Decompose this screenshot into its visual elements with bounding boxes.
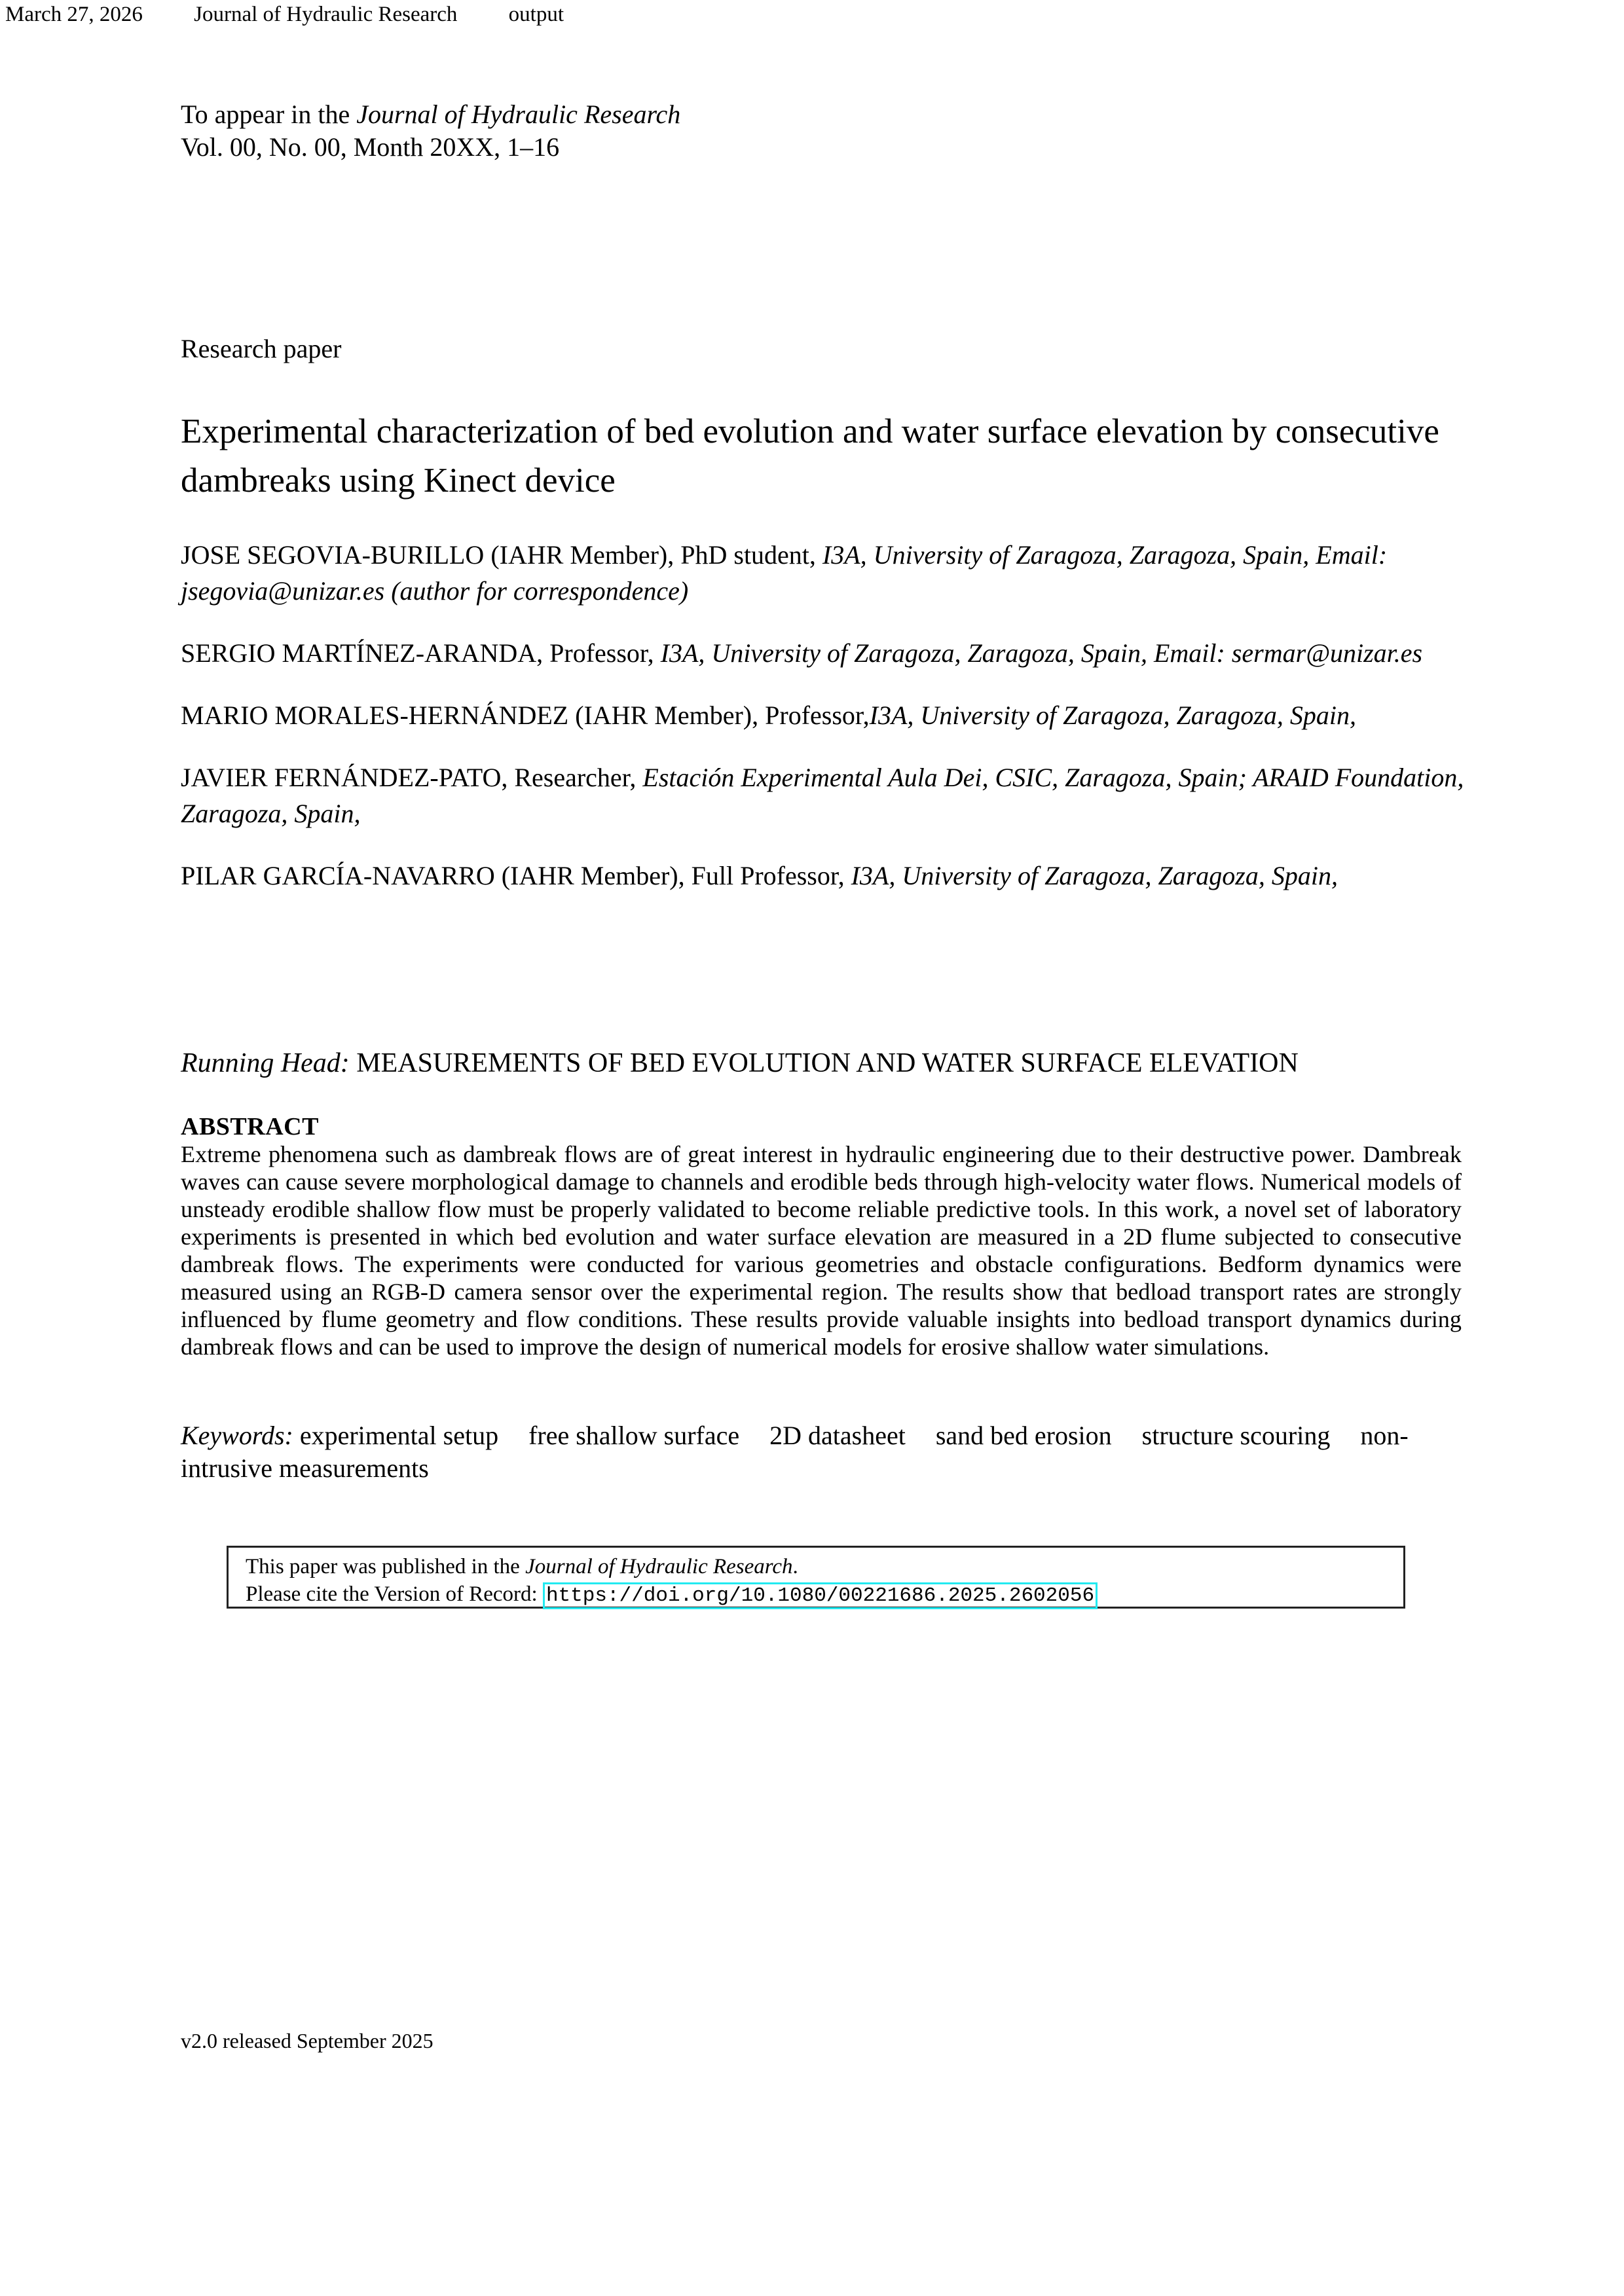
volume-line: Vol. 00, No. 00, Month 20XX, 1–16: [181, 132, 560, 162]
author-entry: [181, 635, 1464, 671]
header-date: March 27, 2026: [5, 3, 143, 26]
author-affiliation: I3A, University of Zaragoza, Zaragoza, Spain,: [869, 701, 1356, 730]
keyword: sand bed erosion: [935, 1421, 1112, 1450]
page-header: [5, 1, 610, 27]
abstract-heading: ABSTRACT: [181, 1113, 319, 1140]
notice-prefix: This paper was published in the: [246, 1555, 526, 1578]
author-name-role: SERGIO MARTÍNEZ-ARANDA, Professor,: [181, 638, 661, 668]
author-affiliation: I3A, University of Zaragoza, Zaragoza, Spain,: [851, 861, 1338, 890]
paper-title: Experimental characterization of bed evolution and water surface elevation by consecutive dambreaks using Kinect device: [181, 412, 1439, 500]
notice-line-2: [246, 1580, 1403, 1610]
author-entry: [181, 537, 1464, 609]
header-label: output: [508, 3, 564, 26]
doi-link[interactable]: https://doi.org/10.1080/00221686.2025.2602056: [543, 1582, 1098, 1609]
notice-line-1: [246, 1553, 1403, 1580]
running-head: [181, 1046, 1464, 1080]
header-journal: Journal of Hydraulic Research: [194, 3, 458, 26]
author-name-role: JAVIER FERNÁNDEZ-PATO, Researcher,: [181, 763, 643, 792]
author-name-role: JOSE SEGOVIA-BURILLO (IAHR Member), PhD student,: [181, 540, 822, 570]
notice-journal: Journal of Hydraulic Research: [525, 1555, 793, 1578]
appear-line: [181, 98, 680, 131]
author-affiliation: I3A, University of Zaragoza, Zaragoza, Spain, Email: sermar@unizar.es: [660, 638, 1423, 668]
keyword: free shallow surface: [528, 1421, 740, 1450]
keywords: [181, 1419, 1462, 1485]
keywords-label: Keywords:: [181, 1421, 293, 1450]
keyword: structure scouring: [1141, 1421, 1331, 1450]
publication-notice-box: [227, 1546, 1405, 1609]
paper-type: Research paper: [181, 334, 342, 363]
publication-info: [181, 98, 680, 164]
author-entry: [181, 697, 1464, 733]
author-affiliation: I3A, University of Zaragoza, Zaragoza, Spain, Email: jsegovia@unizar.es (author for correspondence): [181, 540, 1388, 606]
author-affiliation: Estación Experimental Aula Dei, CSIC, Zaragoza, Spain; ARAID Foundation, Zaragoza, Spain,: [181, 763, 1464, 828]
author-name-role: MARIO MORALES-HERNÁNDEZ (IAHR Member), Professor,: [181, 701, 870, 730]
notice-suffix: .: [792, 1555, 798, 1578]
keyword: non-intrusive measurements: [181, 1421, 1409, 1483]
keyword: experimental setup: [299, 1421, 499, 1450]
author-entry: [181, 759, 1464, 831]
author-name-role: PILAR GARCÍA-NAVARRO (IAHR Member), Full Professor,: [181, 861, 851, 890]
appear-prefix: To appear in the: [181, 100, 357, 129]
keyword: 2D datasheet: [769, 1421, 906, 1450]
cite-prefix: Please cite the Version of Record:: [246, 1582, 543, 1606]
running-head-label: Running Head:: [181, 1048, 350, 1078]
author-entry: [181, 858, 1464, 894]
version-note: v2.0 released September 2025: [181, 2029, 434, 2052]
abstract-text: Extreme phenomena such as dambreak flows are of great interest in hydraulic engineering due to their destructive power. Dambreak waves can cause severe morphological damage to channels and erodible beds through high-velocity water flows. Numerical models of unsteady erodible shallow flow must be properly validated to become reliable predictive tools. In this work, a novel set of laboratory experiments is presented in which bed evolution and water surface elevation are measured in a 2D flume subjected to consecutive dambreak flows. The experiments were conducted for various geometries and obstacle configurations. Bedform dynamics were measured using an RGB-D camera sensor over the experimental region. The results show that bedload transport rates are strongly influenced by flume geometry and flow conditions. These results provide valuable insights into bedload transport dynamics during dambreak flows and can be used to improve the design of numerical models for erosive shallow water simulations.: [181, 1141, 1462, 1360]
running-head-text: MEASUREMENTS OF BED EVOLUTION AND WATER SURFACE ELEVATION: [349, 1048, 1299, 1078]
appear-journal: Journal of Hydraulic Research: [356, 100, 681, 129]
author-list: [181, 537, 1464, 920]
